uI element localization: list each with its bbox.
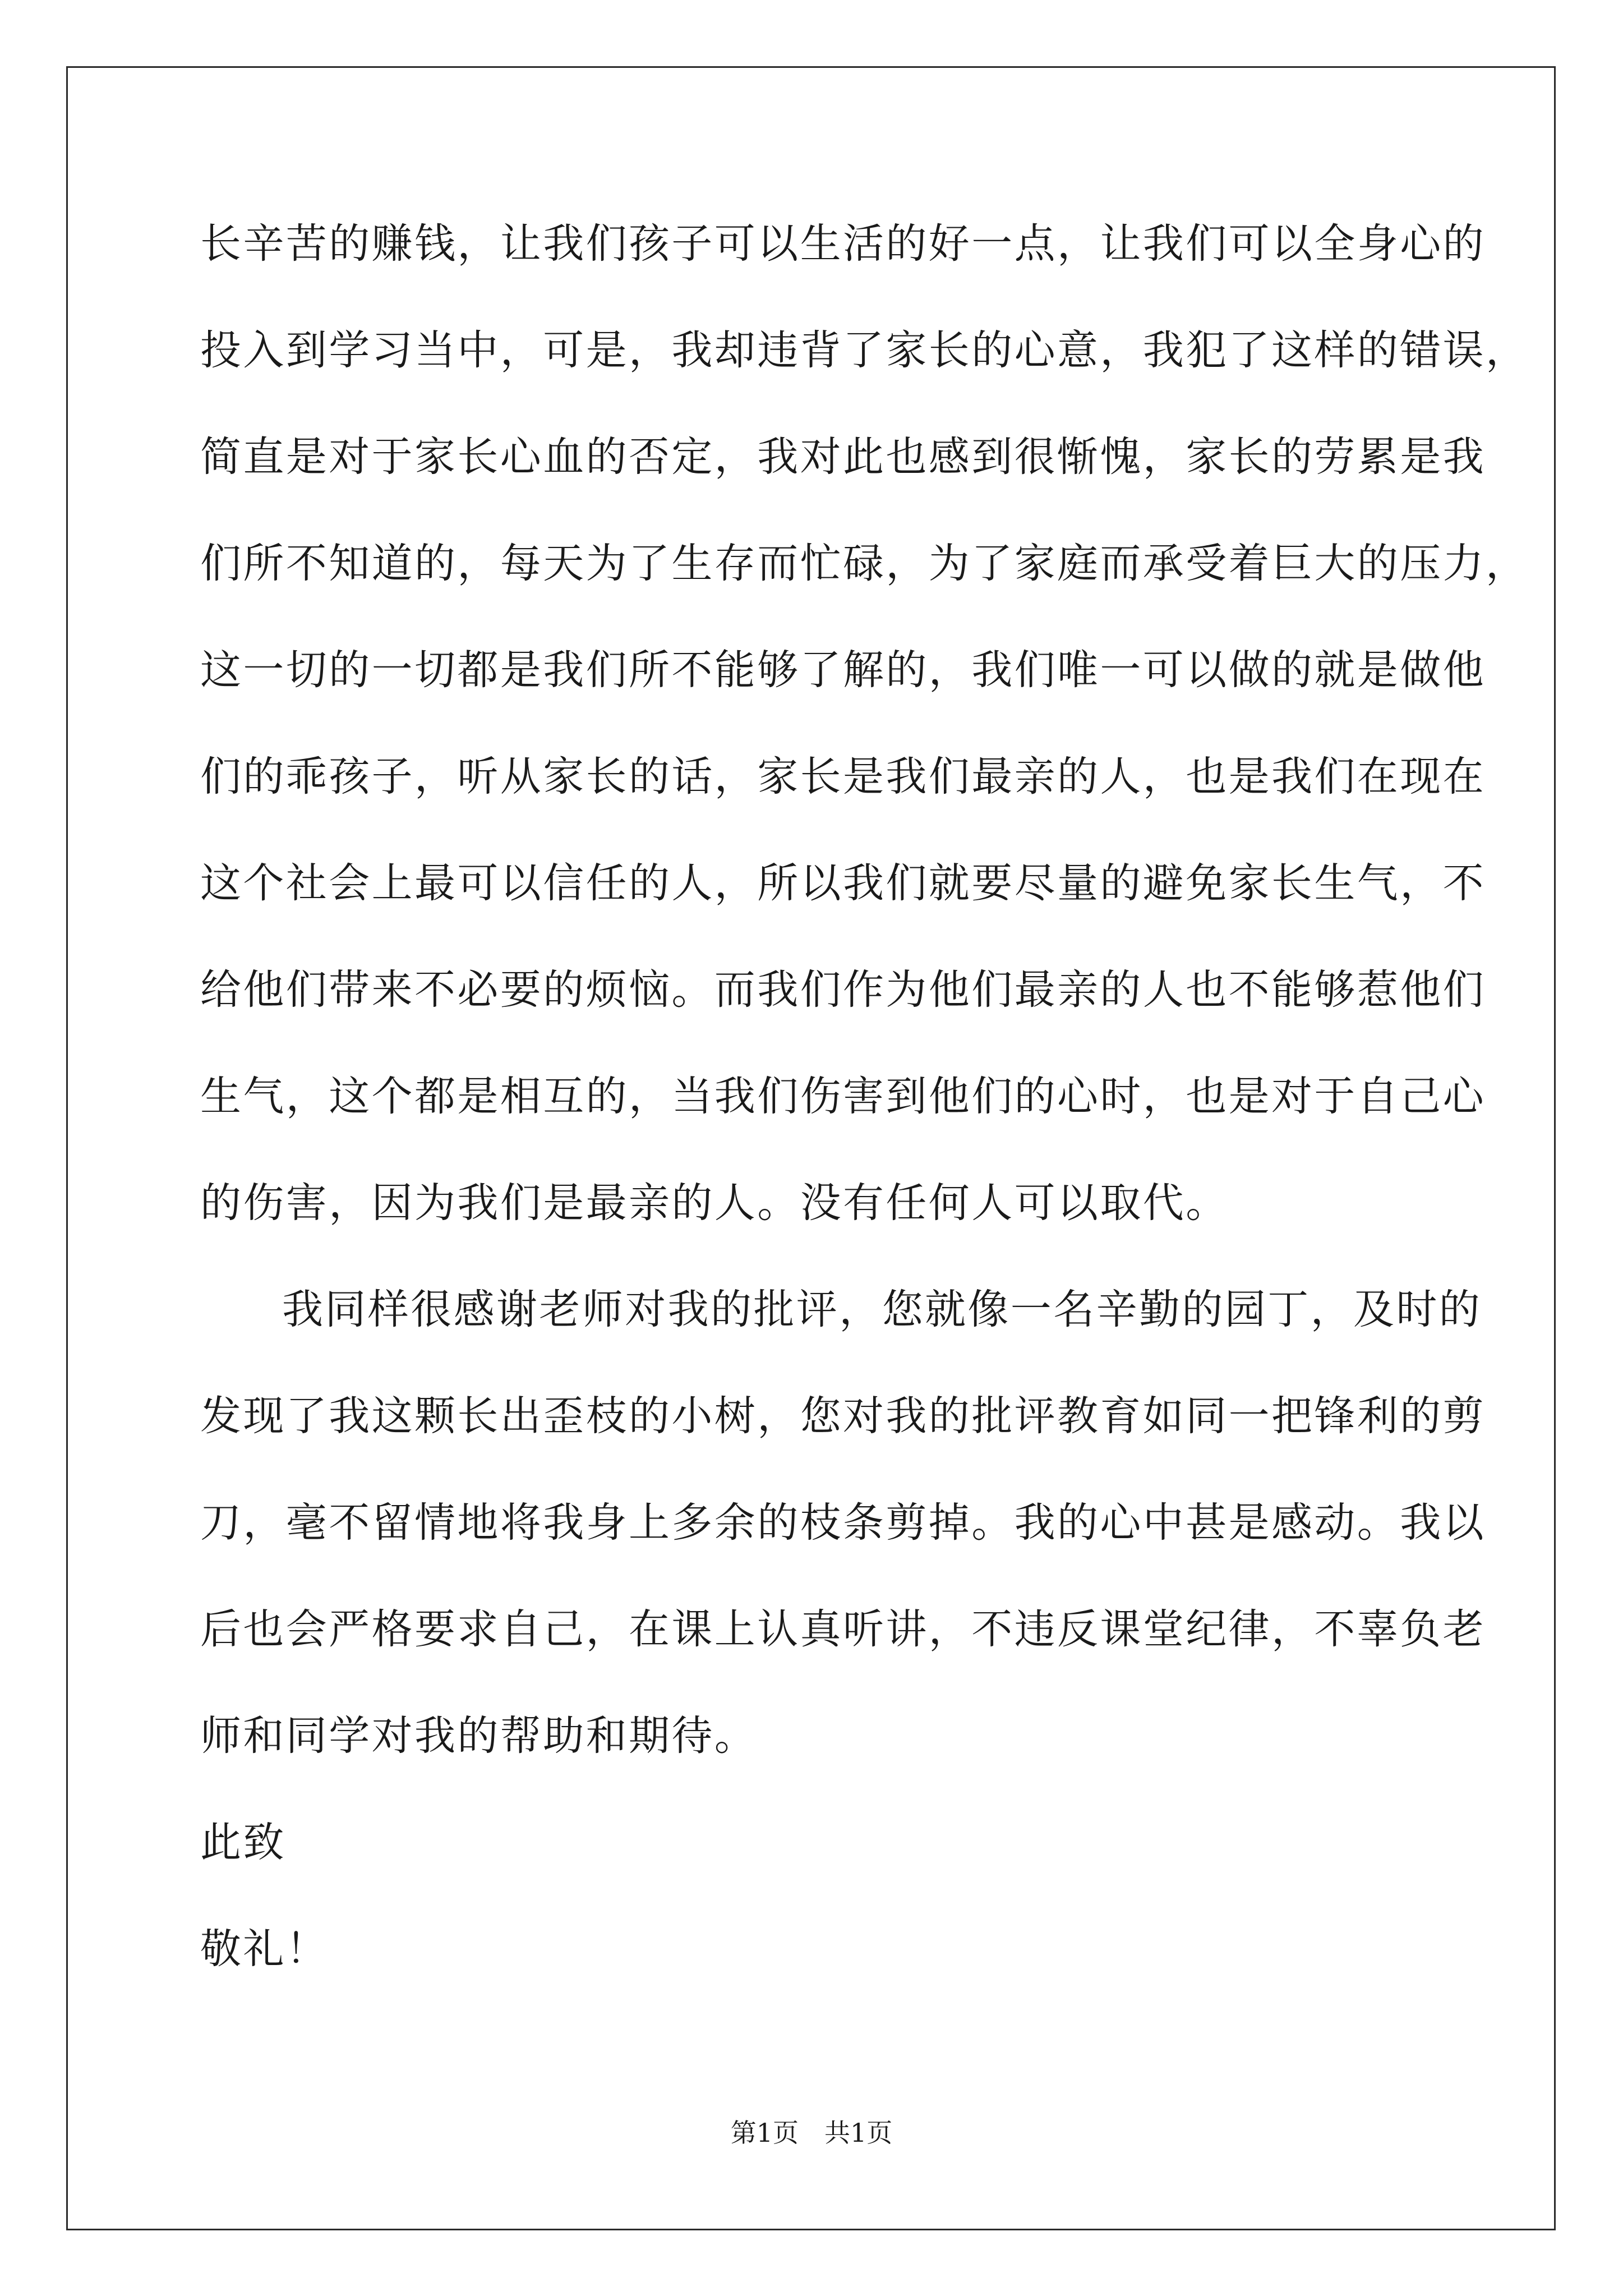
text-line: 生气，这个都是相互的，当我们伤害到他们的心时，也是对于自己心	[200, 1073, 1486, 1120]
text-line: 简直是对于家长心血的否定，我对此也感到很惭愧，家长的劳累是我	[200, 433, 1486, 481]
page-footer: 第1页 共1页	[730, 2118, 893, 2148]
text-line: 发现了我这颗长出歪枝的小树，您对我的批评教育如同一把锋利的剪	[200, 1392, 1486, 1440]
text-line: 师和同学对我的帮助和期待。	[200, 1712, 758, 1760]
text-line: 我同样很感谢老师对我的批评，您就像一名辛勤的园丁，及时的	[282, 1286, 1482, 1333]
text-line: 投入到学习当中，可是，我却违背了家长的心意，我犯了这样的错误，	[200, 326, 1529, 374]
text-line: 长辛苦的赚钱，让我们孩子可以生活的好一点，让我们可以全身心的	[200, 220, 1486, 268]
closing-salutation: 此致	[200, 1819, 286, 1866]
text-line: 这一切的一切都是我们所不能够了解的，我们唯一可以做的就是做他	[200, 646, 1486, 694]
page-border	[66, 66, 1556, 2230]
text-line: 刀，毫不留情地将我身上多余的枝条剪掉。我的心中甚是感动。我以	[200, 1499, 1486, 1547]
closing-regards: 敬礼！	[200, 1925, 329, 1973]
text-line: 的伤害，因为我们是最亲的人。没有任何人可以取代。	[200, 1179, 1229, 1227]
text-line: 后也会严格要求自己，在课上认真听讲，不违反课堂纪律，不辜负老	[200, 1605, 1486, 1653]
text-line: 这个社会上最可以信任的人，所以我们就要尽量的避免家长生气，不	[200, 859, 1486, 907]
text-line: 给他们带来不必要的烦恼。而我们作为他们最亲的人也不能够惹他们	[200, 966, 1486, 1014]
text-line: 们所不知道的，每天为了生存而忙碌，为了家庭而承受着巨大的压力，	[200, 540, 1529, 587]
text-line: 们的乖孩子，听从家长的话，家长是我们最亲的人，也是我们在现在	[200, 753, 1486, 800]
